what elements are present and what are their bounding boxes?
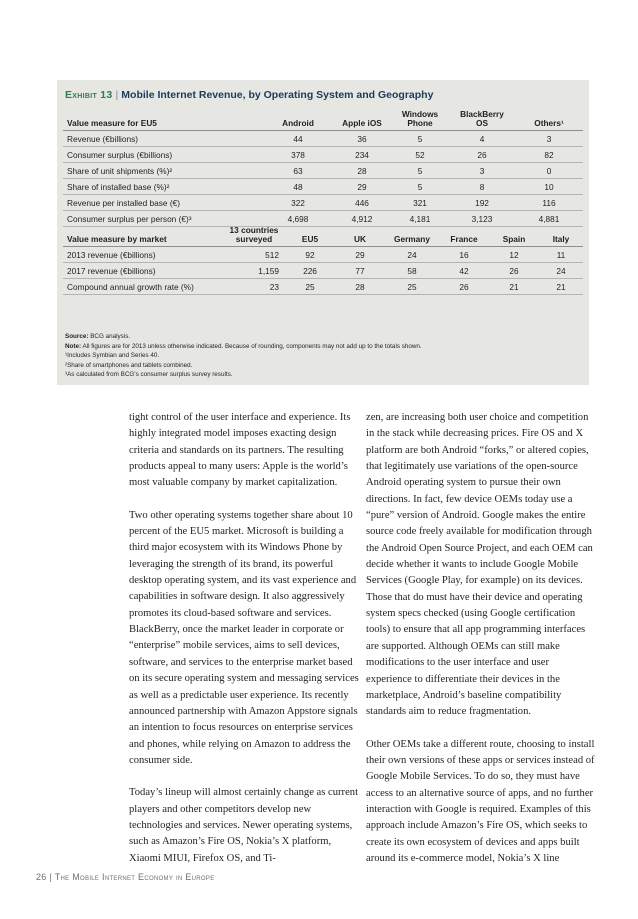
- table-cell: 24: [385, 247, 439, 263]
- column-header: Android: [263, 110, 333, 131]
- row-label: Share of unit shipments (%)²: [63, 163, 263, 179]
- footer-separator: |: [49, 872, 53, 882]
- table-cell: 26: [439, 279, 489, 295]
- table-cell: 321: [391, 195, 449, 211]
- source-label: Source:: [65, 333, 89, 340]
- table-row: [63, 279, 583, 295]
- column-header: UK: [335, 226, 385, 247]
- exhibit-label: Exhibit 13: [65, 89, 113, 101]
- table-cell: 44: [263, 131, 333, 147]
- table-cell: 5: [391, 131, 449, 147]
- table-cell: 26: [489, 263, 539, 279]
- column-header: Value measure for EU5: [63, 110, 263, 131]
- row-label: Consumer surplus (€billions): [63, 147, 263, 163]
- table-row: [63, 195, 583, 211]
- body-paragraph: zen, are increasing both user choice and competition in the stack while decreasing prices. Fire OS and X platform are both Android “forks,” or altered copies, that legitimately use variations of the open-source Android operating system to pursue their own directions. In fact, few device OEMs today use a “pure” version of Android. Google makes the entire source code freely available for modification through the Android Open Source Project, and each OEM can decide whether it wants to include Google Mobile Services (Google Play, for example) on its devices. Those that do must have their device and operating system specs checked (using Google certification tools) to ensure that all app programming interfaces are supported. Although OEMs can still make modifications to the user interface and user experience to differentiate their devices in the marketplace, Android’s baseline compatibility standards aim to reduce fragmentation.: [366, 412, 593, 718]
- table-row: [63, 263, 583, 279]
- column-header: France: [439, 226, 489, 247]
- body-column-left: [129, 410, 359, 883]
- exhibit-panel: [57, 80, 589, 385]
- body-paragraph: Today’s lineup will almost certainly change as current players and other competitors develop new technologies and services. Newer operating systems, such as Amazon’s Fire OS, Nokia’s X platform, Xiaomi MIUI, Firefox OS, and Ti-: [129, 787, 359, 864]
- table-cell: 11: [539, 247, 583, 263]
- footer-title: The Mobile Internet Economy in Europe: [54, 872, 215, 882]
- table-cell: 42: [439, 263, 489, 279]
- table-cell: 3,123: [449, 211, 515, 227]
- table-cell: 8: [449, 179, 515, 195]
- column-header: BlackBerry OS: [449, 110, 515, 131]
- table-cell: 92: [285, 247, 335, 263]
- body-column-right: [366, 410, 596, 883]
- table-cell: 10: [515, 179, 583, 195]
- table-cell: 3: [515, 131, 583, 147]
- note-label: Note:: [65, 342, 82, 350]
- table-cell: 52: [391, 147, 449, 163]
- table-header-row: [63, 110, 583, 131]
- column-header: Spain: [489, 226, 539, 247]
- exhibit-notes: [65, 332, 422, 380]
- footnote: ²Share of smartphones and tablets combined.: [65, 361, 193, 369]
- table-cell: 234: [333, 147, 391, 163]
- table-row: [63, 247, 583, 263]
- table-cell: 25: [385, 279, 439, 295]
- page-footer: [36, 872, 215, 882]
- market-revenue-table: [63, 226, 583, 295]
- row-label: Share of installed base (%)²: [63, 179, 263, 195]
- table-cell: 378: [263, 147, 333, 163]
- table-cell: 77: [335, 263, 385, 279]
- body-paragraph: tight control of the user interface and experience. Its highly integrated model imposes exacting design criteria and standards on its partners. The resulting products appeal to many users: Apple is the world’s most valuable company by market capitalization.: [129, 412, 351, 489]
- body-paragraph: Two other operating systems together share about 10 percent of the EU5 market. Microsoft is building a third major ecosystem with its Windows Phone by leveraging the strength of its brand, its powerful desktop operating system, and its vast experience and capabilities in software design. It also aggressively promotes its cloud-based software and services. BlackBerry, once the market leader in corporate or “enterprise” mobile services, aims to sell devices, software, and services to the enterprise market based on its secure operating system and messaging services as well as a predictable user experience. Its recently announced partnership with Amazon Appstore signals an intention to focus resources on enterprise services and phones, while relying on Amazon to address the consumer side.: [129, 509, 359, 766]
- table-cell: 0: [515, 163, 583, 179]
- column-header: Italy: [539, 226, 583, 247]
- column-header: Germany: [385, 226, 439, 247]
- table-cell: 48: [263, 179, 333, 195]
- column-header: Value measure by market: [63, 226, 223, 247]
- table-cell: 4,881: [515, 211, 583, 227]
- title-separator: |: [115, 89, 119, 101]
- os-revenue-table: [63, 110, 583, 227]
- table-cell: 63: [263, 163, 333, 179]
- table-cell: 1,159: [223, 263, 285, 279]
- table-cell: 4,698: [263, 211, 333, 227]
- table-cell: 28: [333, 163, 391, 179]
- table-cell: 21: [539, 279, 583, 295]
- table-cell: 5: [391, 179, 449, 195]
- column-header: Others¹: [515, 110, 583, 131]
- source-text: BCG analysis.: [90, 333, 131, 340]
- table-cell: 192: [449, 195, 515, 211]
- row-label: Revenue per installed base (€): [63, 195, 263, 211]
- table-cell: 226: [285, 263, 335, 279]
- table-cell: 28: [335, 279, 385, 295]
- table-cell: 12: [489, 247, 539, 263]
- table-cell: 21: [489, 279, 539, 295]
- table-row: [63, 179, 583, 195]
- row-label: 2017 revenue (€billions): [63, 263, 223, 279]
- footnote: ¹Includes Symbian and Series 40.: [65, 352, 160, 359]
- note-text: All figures are for 2013 unless otherwise indicated. Because of rounding, components may not add up to the totals shown.: [82, 342, 422, 350]
- table-cell: 5: [391, 163, 449, 179]
- table-cell: 116: [515, 195, 583, 211]
- table-row: [63, 147, 583, 163]
- table-cell: 4,912: [333, 211, 391, 227]
- exhibit-title-text: Mobile Internet Revenue, by Operating System and Geography: [121, 89, 434, 101]
- table-cell: 29: [333, 179, 391, 195]
- column-header: 13 countries surveyed: [223, 226, 285, 247]
- table-cell: 23: [223, 279, 285, 295]
- table-row: [63, 131, 583, 147]
- column-header: EU5: [285, 226, 335, 247]
- column-header: Windows Phone: [391, 110, 449, 131]
- table-header-row: [63, 226, 583, 247]
- row-label: Compound annual growth rate (%): [63, 279, 223, 295]
- table-cell: 16: [439, 247, 489, 263]
- row-label: Consumer surplus per person (€)³: [63, 211, 263, 227]
- table-cell: 82: [515, 147, 583, 163]
- table-row: [63, 163, 583, 179]
- footnote: ³As calculated from BCG’s consumer surplus survey results.: [65, 371, 233, 378]
- exhibit-title: [65, 89, 433, 101]
- column-header: Apple iOS: [333, 110, 391, 131]
- row-label: Revenue (€billions): [63, 131, 263, 147]
- table-cell: 36: [333, 131, 391, 147]
- table-cell: 446: [333, 195, 391, 211]
- source-line: [65, 332, 422, 342]
- page-number: 26: [36, 872, 47, 882]
- note-line: [65, 342, 422, 352]
- row-label: 2013 revenue (€billions): [63, 247, 223, 263]
- table-cell: 512: [223, 247, 285, 263]
- body-paragraph: Other OEMs take a different route, choosing to install their own versions of these apps or services instead of Google Mobile Services. To do so, they must have access to an alternative source of apps, and no further interaction with Google is required. Examples of this approach include Amazon’s Fire OS, which seeks to create its own ecosystem of devices and apps built around its e-commerce model, Nokia’s X line: [366, 738, 595, 864]
- table-cell: 4: [449, 131, 515, 147]
- table-cell: 25: [285, 279, 335, 295]
- table-cell: 322: [263, 195, 333, 211]
- table-cell: 3: [449, 163, 515, 179]
- table-cell: 24: [539, 263, 583, 279]
- table-cell: 58: [385, 263, 439, 279]
- table-cell: 26: [449, 147, 515, 163]
- table-cell: 29: [335, 247, 385, 263]
- table-row: [63, 211, 583, 227]
- table-cell: 4,181: [391, 211, 449, 227]
